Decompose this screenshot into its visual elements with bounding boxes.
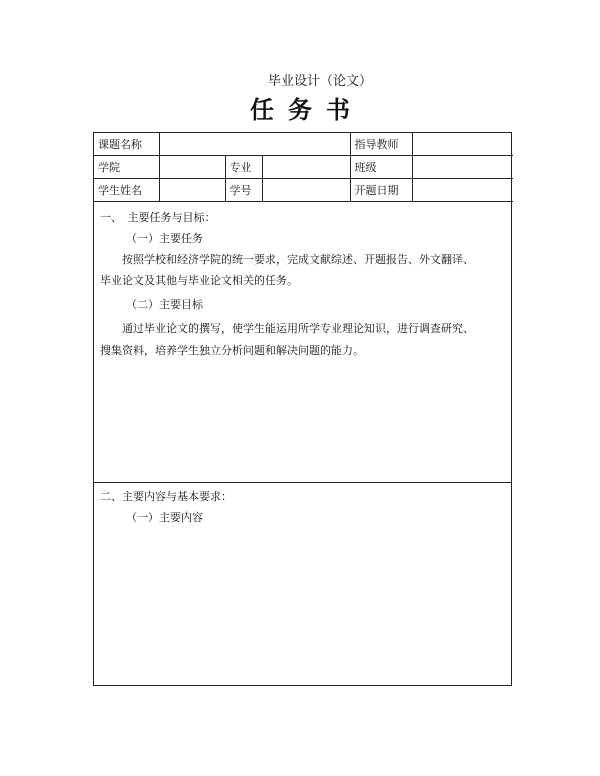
college-label: 学院 (94, 156, 159, 179)
supervisor-field[interactable] (412, 133, 513, 156)
proposal-date-field[interactable] (412, 179, 513, 202)
info-table (94, 133, 513, 202)
main-tasks-text-line1: 按照学校和经济学院的统一要求，完成文献综述、开题报告、外文翻译、 (122, 253, 474, 266)
college-field[interactable] (159, 156, 225, 179)
student-name-label: 学生姓名 (94, 179, 159, 202)
student-id-label: 学号 (225, 179, 262, 202)
main-goals-text-line2: 搜集资料，培养学生独立分析问题和解决问题的能力。 (100, 344, 364, 357)
section-tasks-goals (94, 203, 511, 483)
document-subtitle: 毕业设计（论文） (267, 74, 372, 89)
table-row (94, 156, 513, 179)
major-label: 专业 (225, 156, 262, 179)
section1-heading: 一、 主要任务与目标： (100, 211, 216, 224)
main-content-heading: （一）主要内容 (126, 511, 203, 524)
class-field[interactable] (412, 156, 513, 179)
student-id-field[interactable] (262, 179, 350, 202)
table-row (94, 133, 513, 156)
main-goals-text-line1: 通过毕业论文的撰写，使学生能运用所学专业理论知识，进行调查研究、 (122, 322, 474, 335)
document-title: 任务书 (250, 95, 364, 124)
student-name-field[interactable] (159, 179, 225, 202)
topic-field[interactable] (159, 133, 350, 156)
main-tasks-text-line2: 毕业论文及其他与毕业论文相关的任务。 (100, 274, 298, 287)
main-goals-heading: （二）主要目标 (126, 298, 203, 311)
table-row (94, 179, 513, 202)
topic-label: 课题名称 (94, 133, 159, 156)
section2-heading: 二、主要内容与基本要求： (100, 490, 232, 503)
major-field[interactable] (262, 156, 350, 179)
supervisor-label: 指导教师 (350, 133, 412, 156)
task-form (93, 132, 512, 686)
main-tasks-heading: （一）主要任务 (126, 232, 203, 245)
class-label: 班级 (350, 156, 412, 179)
proposal-date-label: 开题日期 (350, 179, 412, 202)
